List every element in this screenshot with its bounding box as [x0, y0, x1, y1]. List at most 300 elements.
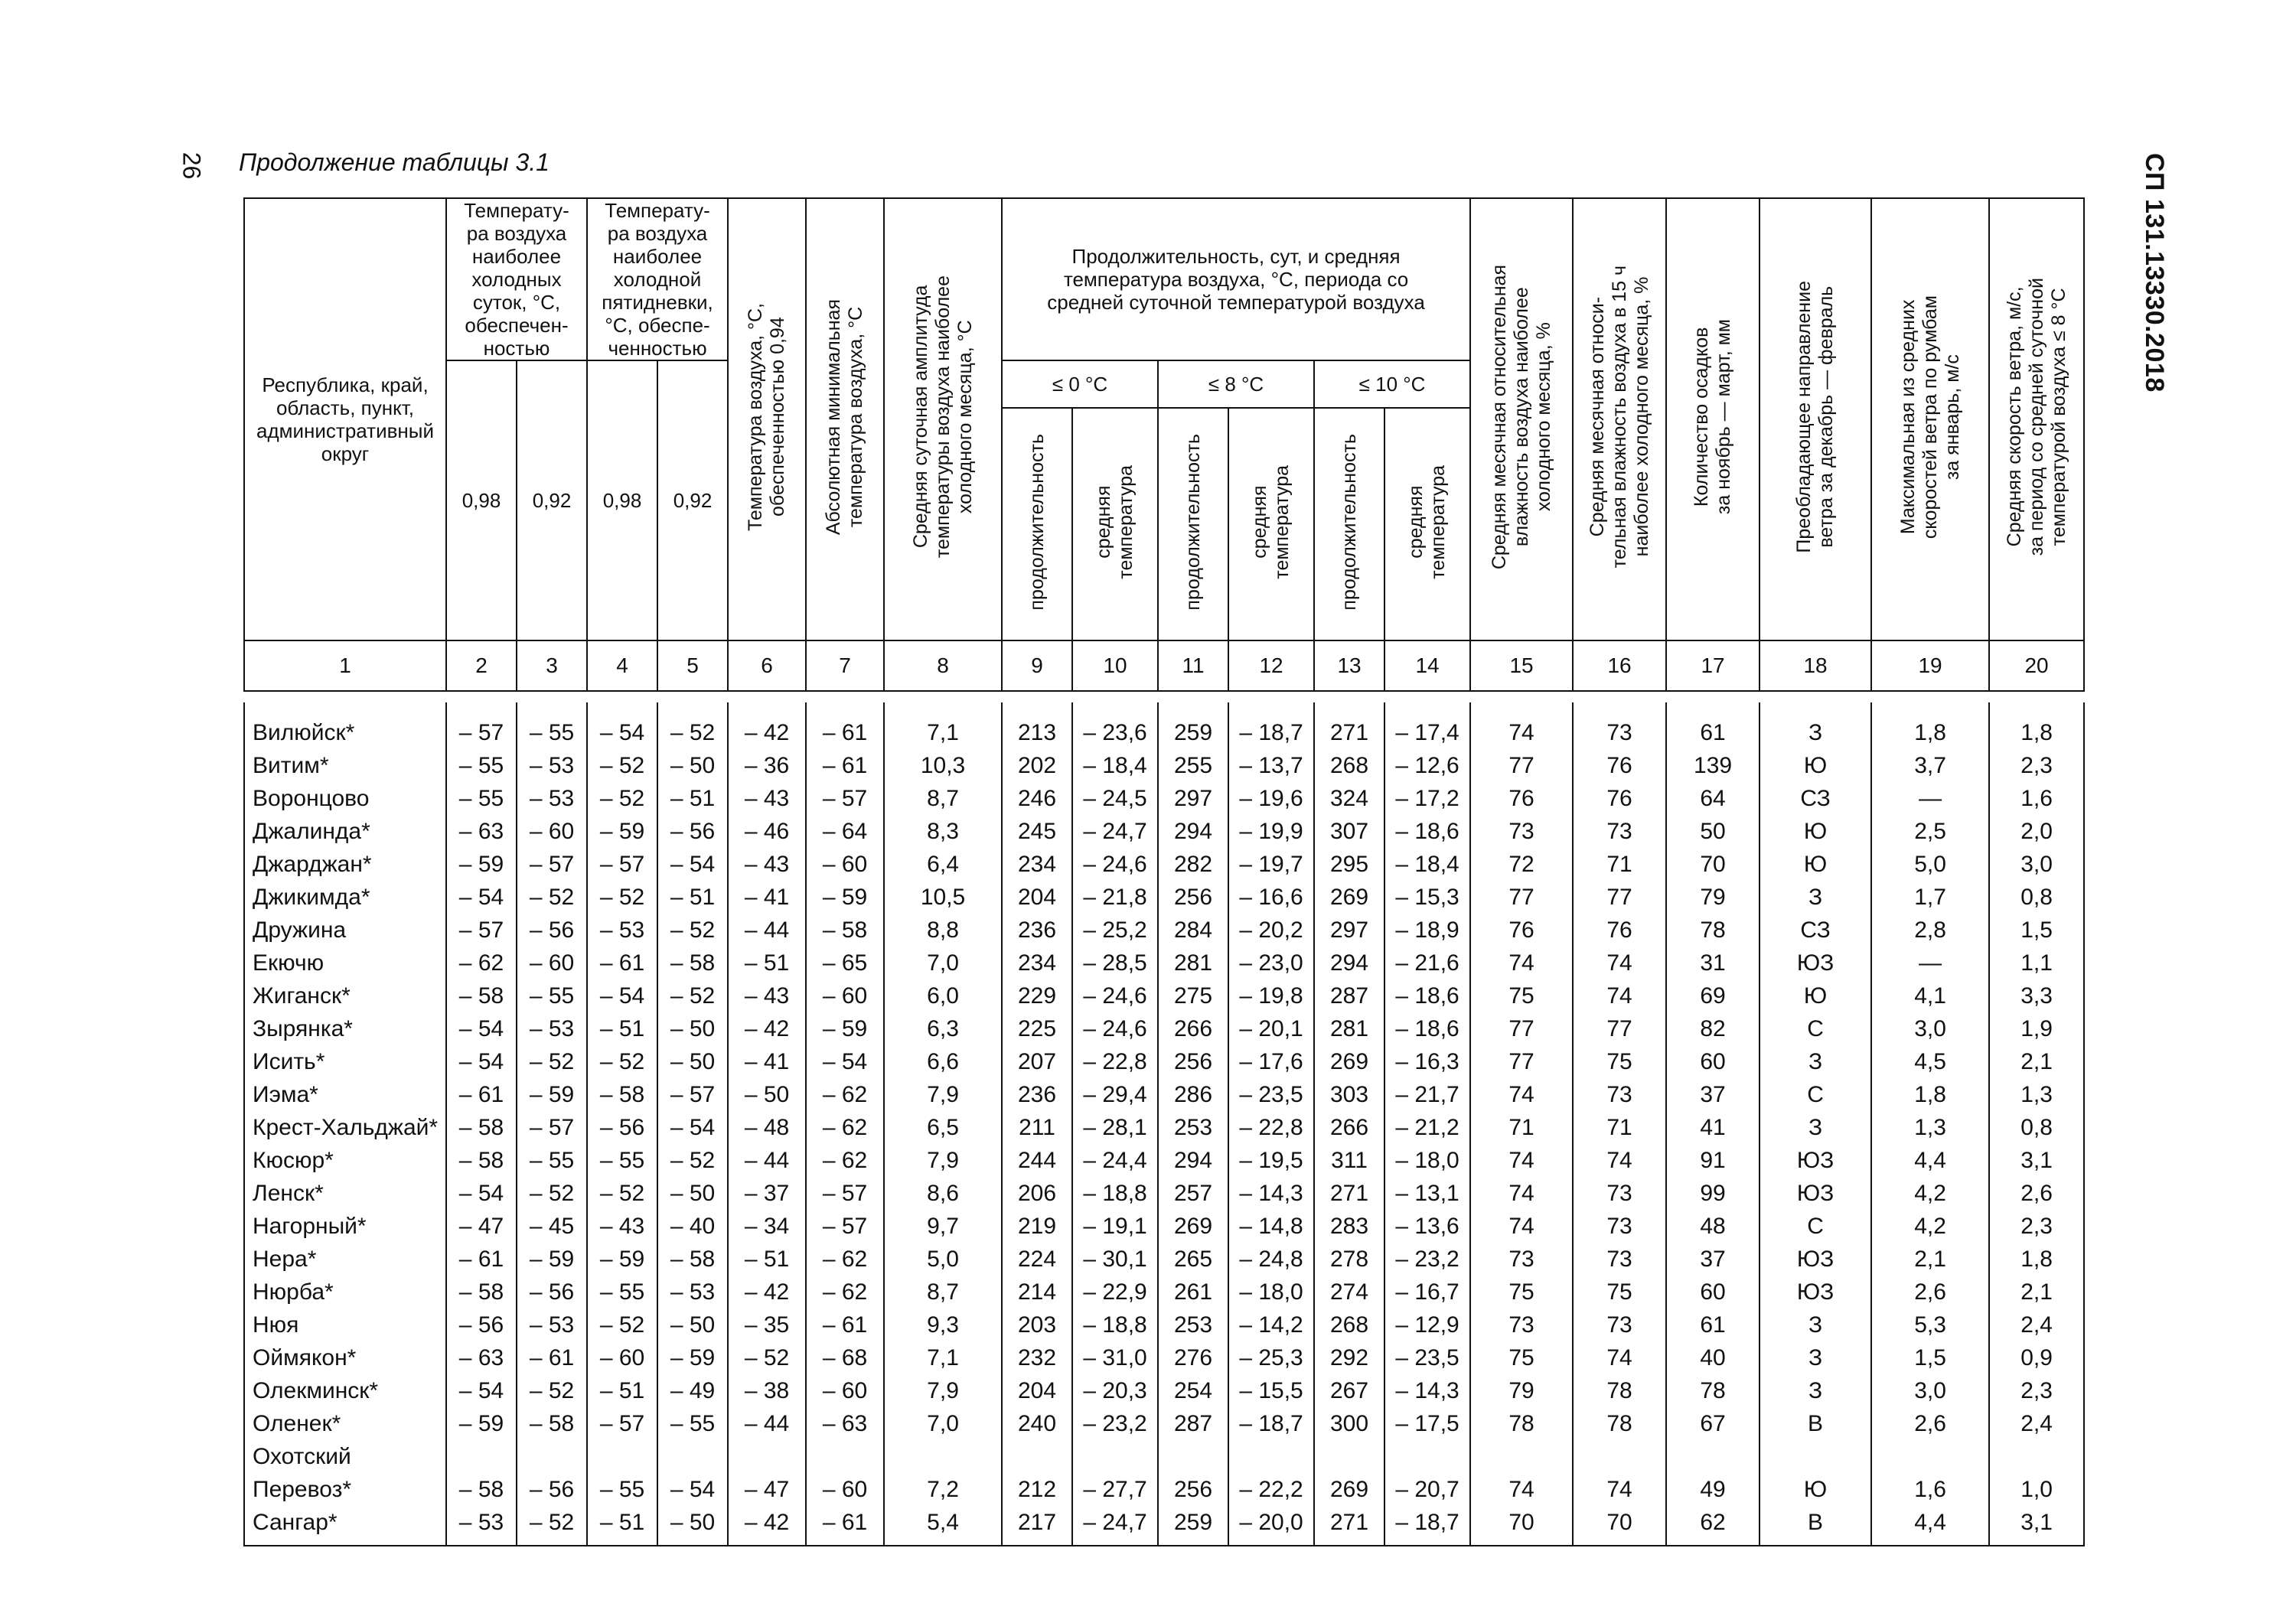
table-cell: 266 [1158, 1012, 1228, 1045]
table-cell: – 42 [728, 702, 806, 749]
header-coldest-day-temp: Температу- ра воздуха наиболее холодных суток, °С, обеспечен- ностью [446, 198, 587, 360]
table-cell: – 12,6 [1384, 749, 1470, 782]
table-cell: ЮЗ [1760, 947, 1871, 979]
header-prob-098-five: 0,98 [587, 360, 657, 640]
table-cell: – 22,8 [1228, 1111, 1314, 1144]
header-le-8: ≤ 8 °С [1158, 360, 1314, 408]
table-cell: – 54 [446, 881, 517, 914]
table-cell: – 56 [517, 1440, 587, 1506]
table-cell: 6,5 [884, 1111, 1002, 1144]
table-row [244, 1177, 2084, 1210]
table-cell: 3,1 [1989, 1506, 2084, 1546]
station-name-cell: Вилюйск* [244, 702, 446, 749]
table-cell: 78 [1666, 914, 1760, 947]
table-cell: – 60 [517, 815, 587, 848]
station-name-cell: Ленск* [244, 1177, 446, 1210]
table-row [244, 1506, 2084, 1546]
column-number: 9 [1002, 640, 1072, 691]
table-cell: 48 [1666, 1210, 1760, 1243]
table-cell: – 18,7 [1384, 1506, 1470, 1546]
table-cell: 297 [1314, 914, 1384, 947]
table-cell: – 62 [806, 1111, 884, 1144]
table-cell: 82 [1666, 1012, 1760, 1045]
table-cell: З [1760, 1341, 1871, 1374]
table-cell: – 55 [517, 979, 587, 1012]
table-cell: 253 [1158, 1111, 1228, 1144]
table-cell: – 36 [728, 749, 806, 782]
table-cell: 75 [1470, 1341, 1573, 1374]
table-cell: 311 [1314, 1144, 1384, 1177]
table-cell: 240 [1002, 1407, 1072, 1440]
table-cell: – 59 [446, 1407, 517, 1440]
table-cell: 2,6 [1871, 1276, 1989, 1309]
table-cell: – 20,3 [1072, 1374, 1158, 1407]
table-cell: – 25,2 [1072, 914, 1158, 947]
table-cell: – 52 [517, 1177, 587, 1210]
table-cell: – 56 [517, 914, 587, 947]
table-cell: – 44 [728, 914, 806, 947]
table-cell: 8,7 [884, 782, 1002, 815]
table-cell: 303 [1314, 1078, 1384, 1111]
table-cell: 204 [1002, 881, 1072, 914]
table-cell: – 54 [587, 702, 657, 749]
table-cell: 0,8 [1989, 1111, 2084, 1144]
table-cell: – 53 [587, 914, 657, 947]
station-name-cell: Кюсюр* [244, 1144, 446, 1177]
table-cell: – 55 [587, 1440, 657, 1506]
table-cell: 269 [1314, 1440, 1384, 1506]
table-cell: 74 [1573, 947, 1666, 979]
table-cell: – 58 [587, 1078, 657, 1111]
table-cell: – 55 [587, 1276, 657, 1309]
table-cell: З [1760, 1111, 1871, 1144]
table-cell: 1,8 [1989, 702, 2084, 749]
table-cell: 295 [1314, 848, 1384, 881]
table-cell: – 61 [446, 1078, 517, 1111]
table-row [244, 1144, 2084, 1177]
table-cell: – 58 [806, 914, 884, 947]
station-name-cell: Иэма* [244, 1078, 446, 1111]
table-cell: – 54 [446, 1012, 517, 1045]
table-cell: – 19,5 [1228, 1144, 1314, 1177]
table-cell: 256 [1158, 881, 1228, 914]
table-cell: – 57 [446, 702, 517, 749]
table-cell: – 14,8 [1228, 1210, 1314, 1243]
table-cell: – 57 [446, 914, 517, 947]
table-cell: – 52 [587, 782, 657, 815]
table-cell: 261 [1158, 1276, 1228, 1309]
station-name-cell: Оймякон* [244, 1341, 446, 1374]
table-cell: – 22,2 [1228, 1440, 1314, 1506]
table-cell: 1,1 [1989, 947, 2084, 979]
table-cell: – 63 [446, 1341, 517, 1374]
table-cell: – 22,8 [1072, 1045, 1158, 1078]
table-cell: 74 [1470, 1210, 1573, 1243]
table-cell: 4,2 [1871, 1210, 1989, 1243]
table-cell: 1,8 [1871, 702, 1989, 749]
header-mean-temp-0: средняя температура [1072, 408, 1158, 640]
table-cell: – 20,7 [1384, 1440, 1470, 1506]
table-cell: – 61 [446, 1243, 517, 1276]
table-cell: – 18,6 [1384, 1012, 1470, 1045]
table-cell: 2,1 [1989, 1276, 2084, 1309]
table-cell: 259 [1158, 1506, 1228, 1546]
table-cell: – 53 [657, 1276, 728, 1309]
column-number: 4 [587, 640, 657, 691]
station-name-cell: Крест-Хальджай* [244, 1111, 446, 1144]
table-cell: Ю [1760, 1440, 1871, 1506]
table-cell: – 52 [517, 881, 587, 914]
table-cell: 4,4 [1871, 1144, 1989, 1177]
header-le-10: ≤ 10 °С [1314, 360, 1470, 408]
table-cell: – 53 [517, 1012, 587, 1045]
column-number: 5 [657, 640, 728, 691]
table-cell: 219 [1002, 1210, 1072, 1243]
table-cell: 10,5 [884, 881, 1002, 914]
table-cell: 236 [1002, 914, 1072, 947]
table-cell: – 61 [587, 947, 657, 979]
table-cell: – 15,3 [1384, 881, 1470, 914]
table-cell: – 57 [806, 782, 884, 815]
table-cell: – 34 [728, 1210, 806, 1243]
table-cell: 282 [1158, 848, 1228, 881]
table-cell: – 50 [657, 1309, 728, 1341]
table-cell: 292 [1314, 1341, 1384, 1374]
table-cell: 7,2 [884, 1440, 1002, 1506]
table-cell: – 59 [517, 1078, 587, 1111]
table-cell: 2,4 [1989, 1407, 2084, 1440]
table-cell: – 63 [806, 1407, 884, 1440]
table-cell: 70 [1573, 1506, 1666, 1546]
table-cell: 256 [1158, 1440, 1228, 1506]
table-cell: – 54 [657, 1440, 728, 1506]
table-cell: – 52 [517, 1045, 587, 1078]
station-name-cell: Джикимда* [244, 881, 446, 914]
table-cell: 1,8 [1989, 1243, 2084, 1276]
table-cell: – 57 [587, 848, 657, 881]
column-number: 8 [884, 640, 1002, 691]
table-cell: 74 [1573, 979, 1666, 1012]
table-cell: 267 [1314, 1374, 1384, 1407]
table-cell: 76 [1470, 782, 1573, 815]
table-cell: 286 [1158, 1078, 1228, 1111]
table-cell: 2,5 [1871, 815, 1989, 848]
table-cell: 78 [1573, 1374, 1666, 1407]
table-row [244, 1078, 2084, 1111]
table-cell: – 17,4 [1384, 702, 1470, 749]
table-cell: – 17,2 [1384, 782, 1470, 815]
table-cell: – 54 [657, 848, 728, 881]
table-cell: – 18,6 [1384, 979, 1470, 1012]
table-cell: – 16,3 [1384, 1045, 1470, 1078]
header-temp-094: Температура воздуха, °С, обеспеченностью 0,94 [728, 198, 806, 640]
table-cell: – 52 [517, 1374, 587, 1407]
table-cell: – 23,5 [1384, 1341, 1470, 1374]
station-name-cell: Дружина [244, 914, 446, 947]
table-cell: – 55 [517, 702, 587, 749]
table-cell: – 23,2 [1072, 1407, 1158, 1440]
table-cell: – 18,0 [1384, 1144, 1470, 1177]
table-cell: – 60 [806, 848, 884, 881]
column-number: 2 [446, 640, 517, 691]
table-cell: 50 [1666, 815, 1760, 848]
table-row [244, 1276, 2084, 1309]
table-cell: – 50 [657, 749, 728, 782]
table-cell: – 57 [657, 1078, 728, 1111]
table-cell: ЮЗ [1760, 1276, 1871, 1309]
table-cell: – 30,1 [1072, 1243, 1158, 1276]
table-cell: – 22,9 [1072, 1276, 1158, 1309]
table-cell: 75 [1573, 1276, 1666, 1309]
table-cell: – 55 [446, 782, 517, 815]
column-number-row [244, 640, 2084, 691]
table-row [244, 1440, 2084, 1506]
table-cell: — [1871, 782, 1989, 815]
table-cell: 79 [1666, 881, 1760, 914]
table-cell: 91 [1666, 1144, 1760, 1177]
table-cell: 271 [1314, 702, 1384, 749]
table-cell: 2,3 [1989, 749, 2084, 782]
table-cell: 6,4 [884, 848, 1002, 881]
table-cell: – 40 [657, 1210, 728, 1243]
table-row [244, 1012, 2084, 1045]
table-cell: – 21,6 [1384, 947, 1470, 979]
table-cell: – 21,2 [1384, 1111, 1470, 1144]
table-cell: ЮЗ [1760, 1177, 1871, 1210]
table-cell: 70 [1470, 1506, 1573, 1546]
table-cell: – 54 [657, 1111, 728, 1144]
table-cell: 1,7 [1871, 881, 1989, 914]
table-cell: 77 [1573, 1012, 1666, 1045]
table-cell: 7,0 [884, 1407, 1002, 1440]
table-cell: – 58 [446, 1144, 517, 1177]
table-cell: – 60 [806, 979, 884, 1012]
table-cell: – 52 [587, 749, 657, 782]
table-cell: 2,6 [1871, 1407, 1989, 1440]
table-cell: 269 [1314, 1045, 1384, 1078]
table-cell: 297 [1158, 782, 1228, 815]
table-cell: – 47 [446, 1210, 517, 1243]
table-caption: Продолжение таблицы 3.1 [239, 148, 550, 176]
table-cell: – 58 [657, 947, 728, 979]
column-number: 18 [1760, 640, 1871, 691]
table-cell: 76 [1573, 782, 1666, 815]
header-le-0: ≤ 0 °С [1002, 360, 1158, 408]
table-cell: – 62 [806, 1243, 884, 1276]
table-cell: – 13,1 [1384, 1177, 1470, 1210]
table-cell: – 53 [517, 782, 587, 815]
table-cell: – 31,0 [1072, 1341, 1158, 1374]
table-cell: 74 [1470, 702, 1573, 749]
table-cell: – 21,7 [1384, 1078, 1470, 1111]
table-cell: 300 [1314, 1407, 1384, 1440]
table-cell: – 20,1 [1228, 1012, 1314, 1045]
table-cell: 62 [1666, 1506, 1760, 1546]
table-cell: – 59 [517, 1243, 587, 1276]
table-cell: – 18,4 [1072, 749, 1158, 782]
station-name-cell: Жиганск* [244, 979, 446, 1012]
table-body [244, 702, 2084, 1546]
header-duration-8: продолжительность [1158, 408, 1228, 640]
table-row [244, 947, 2084, 979]
table-cell: – 28,5 [1072, 947, 1158, 979]
table-cell: 324 [1314, 782, 1384, 815]
table-cell: – 52 [657, 914, 728, 947]
column-number: 6 [728, 640, 806, 691]
table-cell: – 56 [657, 815, 728, 848]
table-cell: 73 [1573, 1210, 1666, 1243]
table-row [244, 749, 2084, 782]
table-cell: 2,1 [1871, 1243, 1989, 1276]
table-cell: – 18,7 [1228, 1407, 1314, 1440]
station-name-cell: Витим* [244, 749, 446, 782]
table-cell: 67 [1666, 1407, 1760, 1440]
table-cell: – 14,3 [1384, 1374, 1470, 1407]
table-cell: 259 [1158, 702, 1228, 749]
station-name-cell: Зырянка* [244, 1012, 446, 1045]
table-cell: – 52 [587, 1309, 657, 1341]
table-cell: – 55 [446, 749, 517, 782]
table-cell: 73 [1573, 1078, 1666, 1111]
table-cell: – 51 [657, 782, 728, 815]
table-cell: З [1760, 702, 1871, 749]
table-cell: СЗ [1760, 782, 1871, 815]
table-cell: 5,0 [884, 1243, 1002, 1276]
table-cell: 211 [1002, 1111, 1072, 1144]
table-cell: 139 [1666, 749, 1760, 782]
table-cell: 77 [1573, 881, 1666, 914]
table-cell: 244 [1002, 1144, 1072, 1177]
table-cell: 269 [1314, 881, 1384, 914]
table-cell: 1,3 [1989, 1078, 2084, 1111]
table-cell: – 59 [446, 848, 517, 881]
table-cell: 245 [1002, 815, 1072, 848]
table-row [244, 979, 2084, 1012]
table-cell: – 24,4 [1072, 1144, 1158, 1177]
column-number: 17 [1666, 640, 1760, 691]
station-name-cell: Нюя [244, 1309, 446, 1341]
table-cell: – 62 [806, 1144, 884, 1177]
table-cell: 1,8 [1871, 1078, 1989, 1111]
table-cell: 2,3 [1989, 1374, 2084, 1407]
table-row [244, 815, 2084, 848]
table-cell: – 17,5 [1384, 1407, 1470, 1440]
table-row [244, 1341, 2084, 1374]
table-cell: 73 [1470, 815, 1573, 848]
table-cell: – 24,5 [1072, 782, 1158, 815]
table-cell: 202 [1002, 749, 1072, 782]
table-cell: С [1760, 1210, 1871, 1243]
table-cell: – 42 [728, 1012, 806, 1045]
table-cell: 284 [1158, 914, 1228, 947]
table-cell: – 58 [657, 1243, 728, 1276]
table-cell: – 43 [587, 1210, 657, 1243]
table-cell: 7,1 [884, 1341, 1002, 1374]
table-cell: – 49 [657, 1374, 728, 1407]
table-cell: – 57 [517, 848, 587, 881]
table-cell: 75 [1573, 1045, 1666, 1078]
table-cell: – 17,6 [1228, 1045, 1314, 1078]
table-cell: 40 [1666, 1341, 1760, 1374]
table-cell: – 43 [728, 979, 806, 1012]
column-number: 12 [1228, 640, 1314, 691]
table-cell: – 24,7 [1072, 815, 1158, 848]
table-cell: 73 [1573, 815, 1666, 848]
header-duration-0: продолжительность [1002, 408, 1072, 640]
table-cell: 78 [1573, 1407, 1666, 1440]
table-cell: – 42 [728, 1506, 806, 1546]
table-cell: 212 [1002, 1440, 1072, 1506]
table-cell: – 64 [806, 815, 884, 848]
table-cell: – 52 [657, 979, 728, 1012]
table-cell: 72 [1470, 848, 1573, 881]
table-cell: 79 [1470, 1374, 1573, 1407]
table-cell: Ю [1760, 848, 1871, 881]
table-cell: – 16,7 [1384, 1276, 1470, 1309]
table-cell: 307 [1314, 815, 1384, 848]
table-cell: 232 [1002, 1341, 1072, 1374]
table-cell: – 62 [806, 1276, 884, 1309]
table-cell: З [1760, 1309, 1871, 1341]
table-cell: – 42 [728, 1276, 806, 1309]
table-cell: 1,0 [1989, 1440, 2084, 1506]
table-cell: – 19,6 [1228, 782, 1314, 815]
table-cell: – 24,6 [1072, 979, 1158, 1012]
table-cell: – 50 [657, 1177, 728, 1210]
table-cell: – 16,6 [1228, 881, 1314, 914]
table-cell: – 27,7 [1072, 1440, 1158, 1506]
header-prob-092-five: 0,92 [657, 360, 728, 640]
table-cell: – 60 [806, 1440, 884, 1506]
column-number: 7 [806, 640, 884, 691]
table-cell: – 18,7 [1228, 702, 1314, 749]
table-cell: – 62 [446, 947, 517, 979]
header-region: Республика, край, область, пункт, административный округ [244, 198, 446, 640]
table-cell: – 20,0 [1228, 1506, 1314, 1546]
table-row [244, 1210, 2084, 1243]
table-cell: 31 [1666, 947, 1760, 979]
table-cell: – 52 [587, 1177, 657, 1210]
table-cell: – 68 [806, 1341, 884, 1374]
table-cell: – 51 [728, 1243, 806, 1276]
table-cell: 76 [1573, 914, 1666, 947]
table-cell: – 23,5 [1228, 1078, 1314, 1111]
table-cell: – 56 [587, 1111, 657, 1144]
table-cell: 75 [1470, 979, 1573, 1012]
header-humidity: Средняя месячная относительная влажность воздуха наиболее холодного месяца, % [1470, 198, 1573, 640]
table-cell: 268 [1314, 1309, 1384, 1341]
table-cell: – 58 [446, 1276, 517, 1309]
table-cell: – 54 [446, 1374, 517, 1407]
table-cell: 5,3 [1871, 1309, 1989, 1341]
table-cell: – 54 [587, 979, 657, 1012]
table-cell: 78 [1666, 1374, 1760, 1407]
table-cell: 71 [1573, 1111, 1666, 1144]
table-cell: 73 [1470, 1243, 1573, 1276]
table-cell: 6,3 [884, 1012, 1002, 1045]
table-row [244, 1243, 2084, 1276]
station-name-cell: Олекминск* [244, 1374, 446, 1407]
table-cell: 266 [1314, 1111, 1384, 1144]
table-cell: – 54 [446, 1045, 517, 1078]
table-cell: – 51 [657, 881, 728, 914]
table-cell: 74 [1470, 1440, 1573, 1506]
header-coldest-five-day-temp: Температу- ра воздуха наиболее холодной пятидневки, °С, обеспе- ченностью [587, 198, 728, 360]
table-cell: 71 [1470, 1111, 1573, 1144]
table-cell: – 50 [657, 1012, 728, 1045]
table-cell: – 44 [728, 1144, 806, 1177]
table-cell: 74 [1470, 1177, 1573, 1210]
